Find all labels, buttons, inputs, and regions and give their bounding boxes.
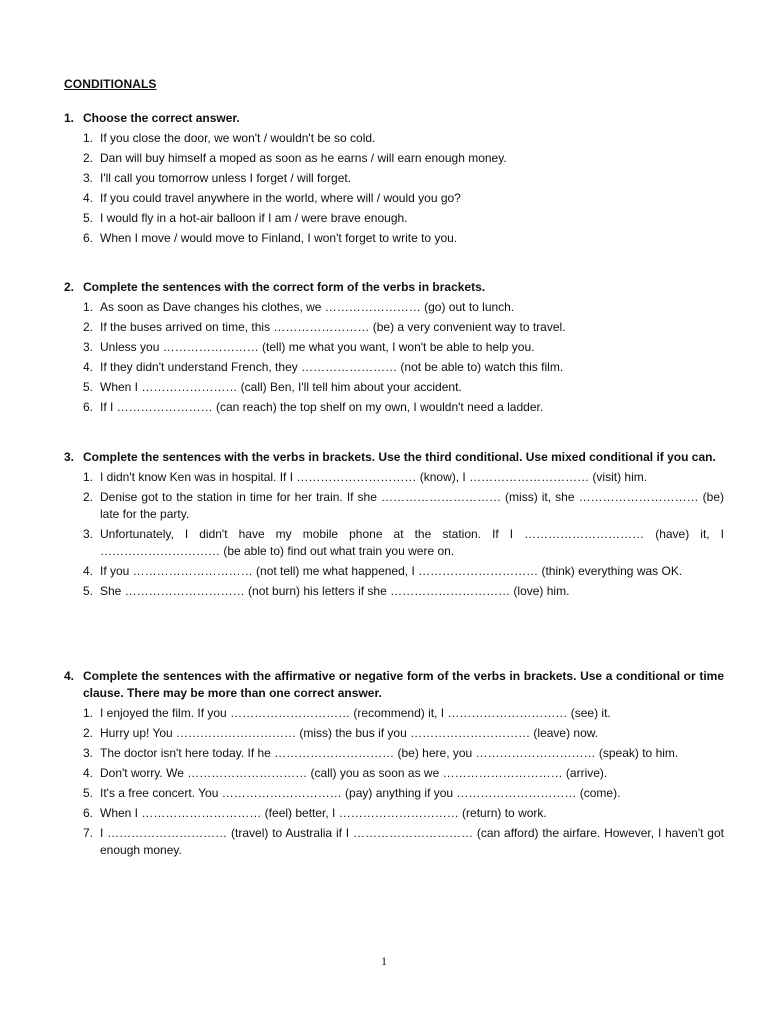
question-number-cell [64,359,100,376]
question-number-cell [64,150,100,167]
question-number-cell [64,399,100,416]
question-text: If you could travel anywhere in the world, where will / would you go? [100,191,461,205]
question-text: The doctor isn't here today. If he ………………………… (be) here, you ………………………… (speak) to him. [100,746,679,760]
question-item [64,765,724,782]
question-number: 5. [83,584,94,598]
exercise-number: 2. [64,280,75,294]
question-number-cell [64,319,100,336]
question-number: 4. [83,564,94,578]
exercise-2 [64,279,724,419]
question-item [64,705,724,722]
exercise-number: 1. [64,111,75,125]
question-text: If I …………………… (can reach) the top shelf on my own, I wouldn't need a ladder. [100,400,544,414]
question-number-cell [64,230,100,247]
question-number: 6. [83,400,94,414]
question-item [64,190,724,207]
question-number-cell [64,170,100,187]
question-item [64,725,724,742]
exercise-instruction-text: Choose the correct answer. [83,111,240,125]
exercise-3 [64,449,724,603]
page-number: 1 [381,954,387,968]
question-number-cell [64,210,100,227]
exercise-1 [64,110,724,250]
question-text: She ………………………… (not burn) his letters if she ………………………… (love) him. [100,584,570,598]
question-text: Denise got to the station in time for her train. If she ………………………… (miss) it, she ………………………… (be) late for the party. [100,490,724,521]
question-number-cell [64,563,100,580]
question-number-cell [64,705,100,722]
question-number-cell [64,805,100,822]
question-number: 3. [83,171,94,185]
question-text: I enjoyed the film. If you ………………………… (recommend) it, I ………………………… (see) it. [100,706,611,720]
question-number-cell [64,339,100,356]
question-number: 6. [83,231,94,245]
question-number: 1. [83,706,94,720]
question-list [64,299,724,416]
question-item [64,319,724,336]
question-item [64,150,724,167]
question-item [64,526,724,560]
exercise-4 [64,668,724,862]
question-text: If you close the door, we won't / wouldn't be so cold. [100,131,376,145]
question-number: 7. [83,826,94,840]
question-text: I would fly in a hot-air balloon if I am / were brave enough. [100,211,408,225]
page-title: CONDITIONALS [64,77,157,91]
question-number-cell [64,379,100,396]
question-number: 1. [83,470,94,484]
question-item [64,399,724,416]
question-item [64,469,724,486]
question-item [64,339,724,356]
question-list [64,469,724,600]
question-item [64,359,724,376]
question-item [64,785,724,802]
exercise-instruction [64,668,724,702]
question-text: Dan will buy himself a moped as soon as he earns / will earn enough money. [100,151,507,165]
exercise-instruction-text: Complete the sentences with the correct form of the verbs in brackets. [83,280,486,294]
question-number-cell [64,825,100,859]
question-text: Hurry up! You ………………………… (miss) the bus if you ………………………… (leave) now. [100,726,599,740]
question-text: As soon as Dave changes his clothes, we …………………… (go) out to lunch. [100,300,515,314]
question-number-cell [64,299,100,316]
question-text: If they didn't understand French, they …………………… (not be able to) watch this film. [100,360,564,374]
question-item [64,825,724,859]
question-number: 2. [83,320,94,334]
question-item [64,805,724,822]
question-number: 2. [83,151,94,165]
question-number: 4. [83,360,94,374]
question-number-cell [64,130,100,147]
question-number: 2. [83,726,94,740]
question-item [64,170,724,187]
question-number-cell [64,725,100,742]
question-item [64,230,724,247]
question-list [64,130,724,247]
question-number: 5. [83,211,94,225]
question-text: If the buses arrived on time, this …………………… (be) a very convenient way to travel. [100,320,566,334]
question-text: Unless you …………………… (tell) me what you want, I won't be able to help you. [100,340,535,354]
question-number-cell [64,469,100,486]
question-item [64,489,724,523]
question-text: When I ………………………… (feel) better, I ………………………… (return) to work. [100,806,547,820]
question-number: 2. [83,490,94,504]
exercise-number: 4. [64,669,75,683]
exercise-number: 3. [64,450,75,464]
question-number-cell [64,583,100,600]
question-number: 1. [83,131,94,145]
exercise-instruction [64,279,724,296]
question-text: Don't worry. We ………………………… (call) you as soon as we ………………………… (arrive). [100,766,608,780]
question-item [64,745,724,762]
question-text: When I …………………… (call) Ben, I'll tell him about your accident. [100,380,462,394]
exercise-instruction [64,110,724,127]
question-number: 6. [83,806,94,820]
question-number: 4. [83,766,94,780]
exercise-instruction [64,449,724,466]
question-text: When I move / would move to Finland, I won't forget to write to you. [100,231,458,245]
question-text: Unfortunately, I didn't have my mobile phone at the station. If I ………………………… (have) it, I ………………………… (be able to) find out what train you were on. [100,527,724,558]
question-text: I didn't know Ken was in hospital. If I ………………………… (know), I ………………………… (visit) him. [100,470,648,484]
question-number-cell [64,745,100,762]
question-text: I ………………………… (travel) to Australia if I ………………………… (can afford) the airfare. However, I haven't got enough money. [100,826,724,857]
question-number: 3. [83,340,94,354]
question-number-cell [64,785,100,802]
question-number: 4. [83,191,94,205]
question-item [64,379,724,396]
question-text: I'll call you tomorrow unless I forget / will forget. [100,171,352,185]
question-text: If you ………………………… (not tell) me what happened, I ………………………… (think) everything was OK. [100,564,683,578]
question-number-cell [64,489,100,523]
question-item [64,130,724,147]
question-item [64,563,724,580]
question-number: 1. [83,300,94,314]
exercise-instruction-text: Complete the sentences with the affirmative or negative form of the verbs in brackets. Use a conditional or time clause. There may be more than one correct answer. [83,669,724,700]
question-number: 5. [83,380,94,394]
question-item [64,583,724,600]
question-number: 3. [83,527,94,541]
question-number-cell [64,190,100,207]
question-item [64,210,724,227]
question-number-cell [64,526,100,560]
question-number: 5. [83,786,94,800]
exercise-instruction-text: Complete the sentences with the verbs in brackets. Use the third conditional. Use mixed conditional if you can. [83,450,716,464]
question-text: It's a free concert. You ………………………… (pay) anything if you ………………………… (come). [100,786,621,800]
question-list [64,705,724,859]
question-number-cell [64,765,100,782]
question-number: 3. [83,746,94,760]
question-item [64,299,724,316]
